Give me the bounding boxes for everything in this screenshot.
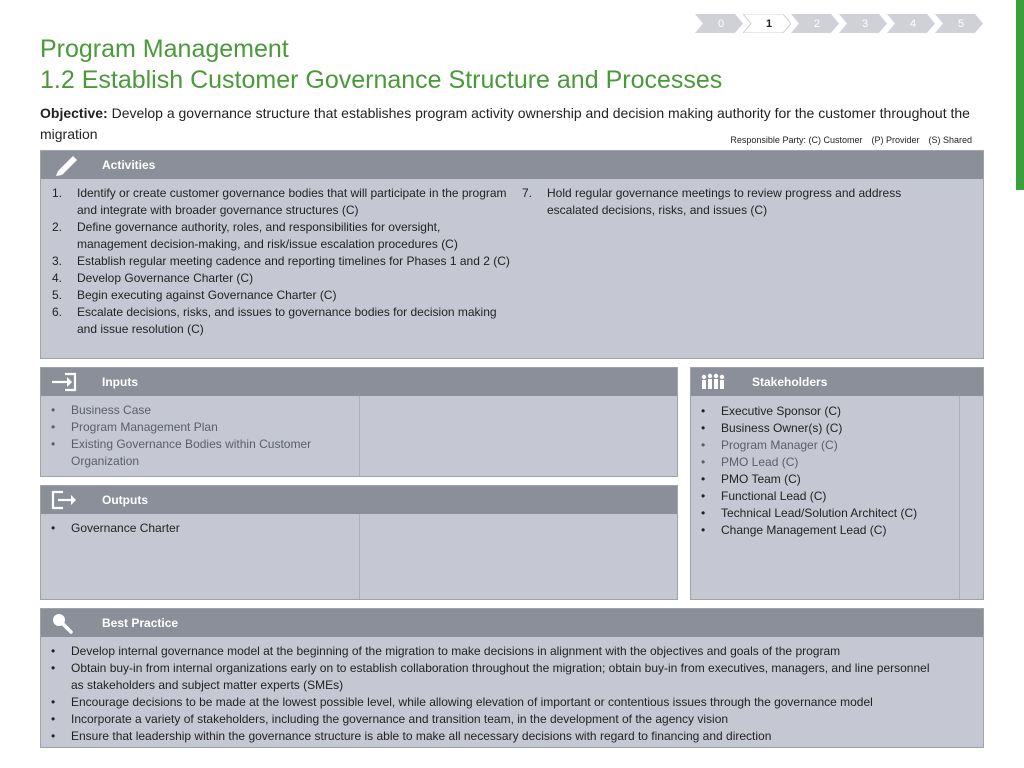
page-title: [40, 34, 722, 96]
step-2[interactable]: [791, 14, 839, 33]
list-item: • Obtain buy-in from internal organizations early on to establish collaboration throughout the migration; obtain buy-in from executives, managers, and line personnel as stakeholders and subject matter experts (SMEs): [51, 661, 930, 692]
inputs-body: [41, 396, 677, 470]
stakeholders-panel: [690, 367, 984, 600]
list-item: • PMO Team (C): [701, 472, 801, 486]
people-icon: [699, 371, 729, 393]
list-item: • Technical Lead/Solution Architect (C): [701, 506, 918, 520]
pencil-icon: [49, 154, 79, 176]
step-label: 3: [861, 17, 869, 30]
step-1[interactable]: [743, 14, 791, 33]
inputs-header: [41, 368, 677, 396]
step-label: 1: [765, 17, 773, 30]
best-practice-list: [41, 643, 941, 745]
list-item: • Program Management Plan: [51, 420, 218, 434]
outputs-title: Outputs: [102, 493, 148, 507]
step-5[interactable]: [935, 14, 983, 33]
inputs-list: [41, 402, 341, 470]
legend-provider: (P) Provider: [871, 135, 920, 145]
accent-bar: [1016, 0, 1024, 190]
activities-body: [41, 179, 983, 336]
list-item: • Encourage decisions to be made at the lowest possible level, while allowing elevation of important or contentious issues through the governance model: [51, 695, 873, 709]
activities-header: [41, 151, 983, 179]
outputs-list: [41, 520, 341, 537]
list-item: • Ensure that leadership within the governance structure is able to make all necessary decisions with regard to financing and direction: [51, 729, 772, 743]
stakeholders-header: [691, 368, 983, 396]
title-line-1: Program Management: [40, 35, 289, 63]
stakeholders-body: [691, 396, 983, 539]
list-item: • PMO Lead (C): [701, 455, 799, 469]
list-item: • Executive Sponsor (C): [701, 404, 842, 418]
step-label: 5: [957, 17, 965, 30]
step-label: 0: [717, 17, 725, 30]
list-item: 4. Develop Governance Charter (C): [52, 271, 254, 285]
step-4[interactable]: [887, 14, 935, 33]
list-item: 6. Escalate decisions, risks, and issues to governance bodies for decision making and issue resolution (C): [52, 305, 497, 336]
activities-list-left: [41, 185, 511, 338]
sign-in-icon: [49, 371, 79, 393]
outputs-header: [41, 486, 677, 514]
activities-list-right: [511, 185, 951, 219]
best-practice-title: Best Practice: [102, 616, 179, 630]
stakeholders-list: [691, 403, 953, 539]
list-item: • Develop internal governance model at the beginning of the migration to make decisions in alignment with the objectives and goals of the program: [51, 644, 841, 658]
best-practice-body: [41, 637, 983, 745]
list-item: • Business Case: [51, 403, 152, 417]
best-practice-panel: [40, 608, 984, 748]
list-item: • Incorporate a variety of stakeholders, including the governance and transition team, in the development of the agency vision: [51, 712, 729, 726]
list-item: 2. Define governance authority, roles, and responsibilities for oversight, management decision-making, and risk/issue escalation procedures (C): [52, 220, 458, 251]
magnifier-icon: [49, 612, 79, 634]
inputs-title: Inputs: [102, 375, 138, 389]
step-navigation: [695, 14, 983, 33]
title-line-2: 1.2 Establish Customer Governance Structure and Processes: [40, 66, 723, 94]
activities-title: Activities: [102, 158, 156, 172]
list-item: 1. Identify or create customer governance bodies that will participate in the program and integrate with broader governance structures (C): [52, 186, 507, 217]
inputs-panel: [40, 367, 678, 477]
objective-label: Objective:: [40, 105, 108, 121]
best-practice-header: [41, 609, 983, 637]
list-item: 7. Hold regular governance meetings to review progress and address escalated decisions, risks, and issues (C): [522, 186, 902, 217]
step-3[interactable]: [839, 14, 887, 33]
step-label: 2: [813, 17, 821, 30]
list-item: • Change Management Lead (C): [701, 523, 887, 537]
list-item: 3. Establish regular meeting cadence and reporting timelines for Phases 1 and 2 (C): [52, 254, 510, 268]
outputs-body: [41, 514, 677, 537]
step-label: 4: [909, 17, 917, 30]
list-item: • Program Manager (C): [701, 438, 838, 452]
legend-shared: (S) Shared: [928, 135, 972, 145]
list-item: 5. Begin executing against Governance Charter (C): [52, 288, 337, 302]
objective-text: Develop a governance structure that establishes program activity ownership and decision making authority for the customer throughout the migration: [40, 105, 970, 142]
list-item: • Governance Charter: [51, 521, 180, 535]
list-item: • Functional Lead (C): [701, 489, 827, 503]
list-item: • Existing Governance Bodies within Customer Organization: [51, 437, 312, 468]
sign-out-icon: [49, 489, 79, 511]
responsible-party-legend: [730, 135, 972, 145]
outputs-panel: [40, 485, 678, 600]
activities-panel: [40, 150, 984, 359]
list-item: • Business Owner(s) (C): [701, 421, 843, 435]
stakeholders-title: Stakeholders: [752, 375, 828, 389]
legend-customer: Responsible Party: (C) Customer: [730, 135, 863, 145]
step-0[interactable]: [695, 14, 743, 33]
